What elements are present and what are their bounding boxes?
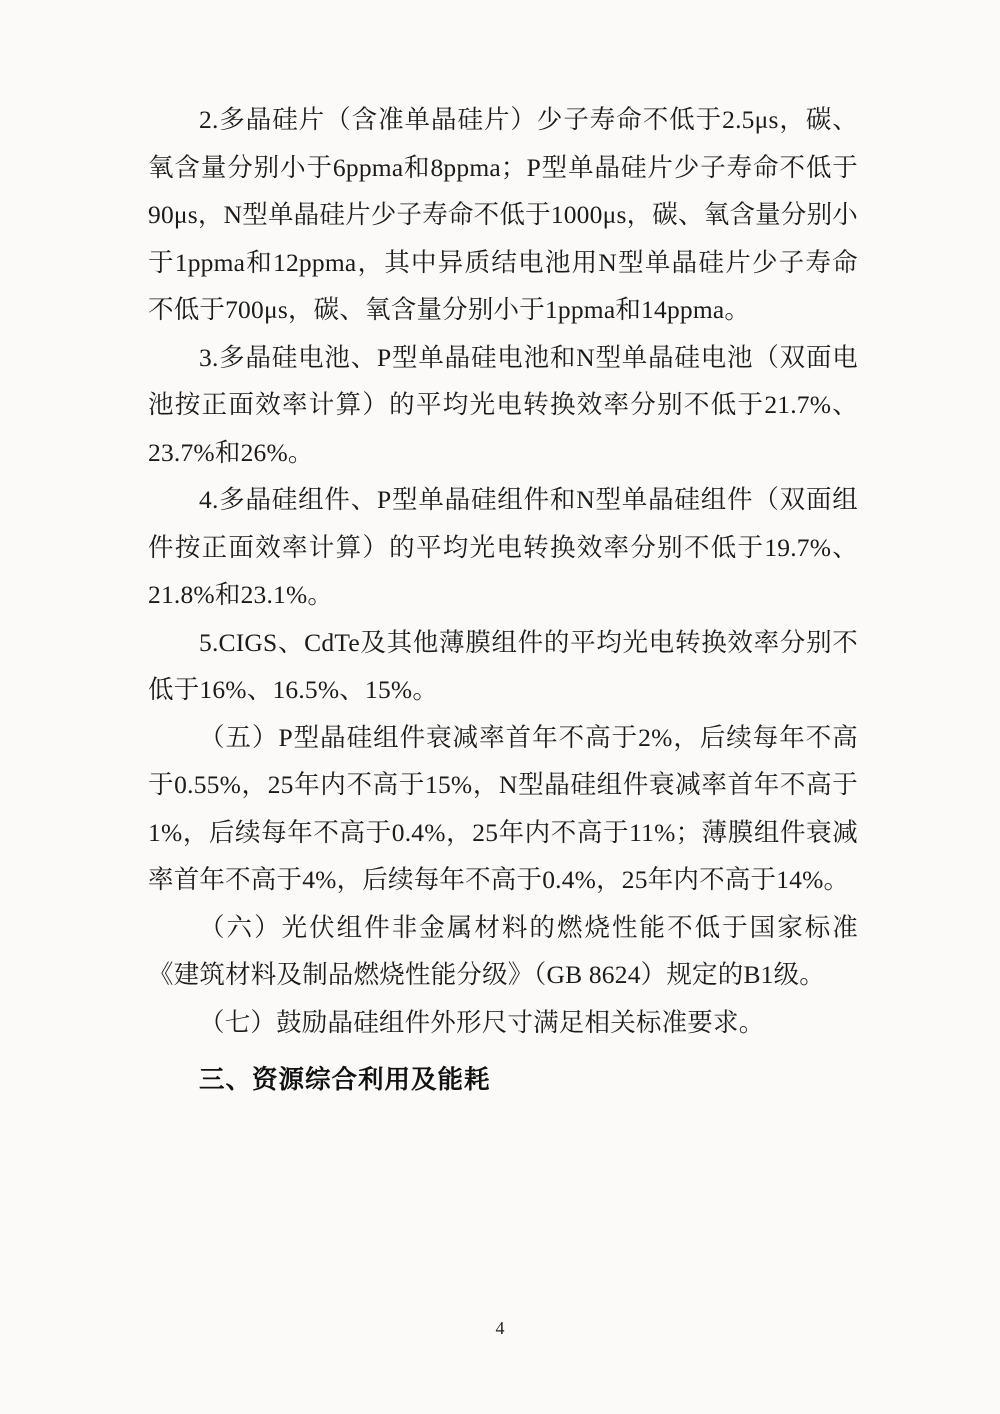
paragraph-item-seven-cn: （七）鼓励晶硅组件外形尺寸满足相关标准要求。 <box>199 1007 765 1037</box>
paragraph-item-2: 2.多晶硅片（含准单晶硅片）少子寿命不低于2.5μs，碳、氧含量分别小于6ppma和8ppma；P型单晶硅片少子寿命不低于90μs，N型单晶硅片少子寿命不低于1000μs，碳、氧含量分别小于1ppma和12ppma，其中异质结电池用N型单晶硅片少子寿命不低于700μs，碳、氧含量分别小于1ppma和14ppma。 <box>148 105 858 324</box>
paragraph-item-4: 4.多晶硅组件、P型单晶硅组件和N型单晶硅组件（双面组件按正面效率计算）的平均光电转换效率分别不低于19.7%、21.8%和23.1%。 <box>148 485 858 609</box>
paragraph-item-five-cn: （五）P型晶硅组件衰减率首年不高于2%，后续每年不高于0.55%，25年内不高于15%，N型晶硅组件衰减率首年不高于1%，后续每年不高于0.4%，25年内不高于11%；薄膜组件衰减率首年不高于4%，后续每年不高于0.4%，25年内不高于14%。 <box>148 722 858 894</box>
paragraph-item-six-cn: （六）光伏组件非金属材料的燃烧性能不低于国家标准《建筑材料及制品燃烧性能分级》（GB 8624）规定的B1级。 <box>148 912 858 989</box>
paragraph-item-5: 5.CIGS、CdTe及其他薄膜组件的平均光电转换效率分别不低于16%、16.5%、15%。 <box>148 627 858 704</box>
paragraph-item-3: 3.多晶硅电池、P型单晶硅电池和N型单晶硅电池（双面电池按正面效率计算）的平均光电转换效率分别不低于21.7%、23.7%和26%。 <box>148 342 858 467</box>
section-heading: 三、资源综合利用及能耗 <box>199 1065 491 1094</box>
page-number: 4 <box>495 1318 505 1338</box>
page-content <box>148 96 858 1104</box>
